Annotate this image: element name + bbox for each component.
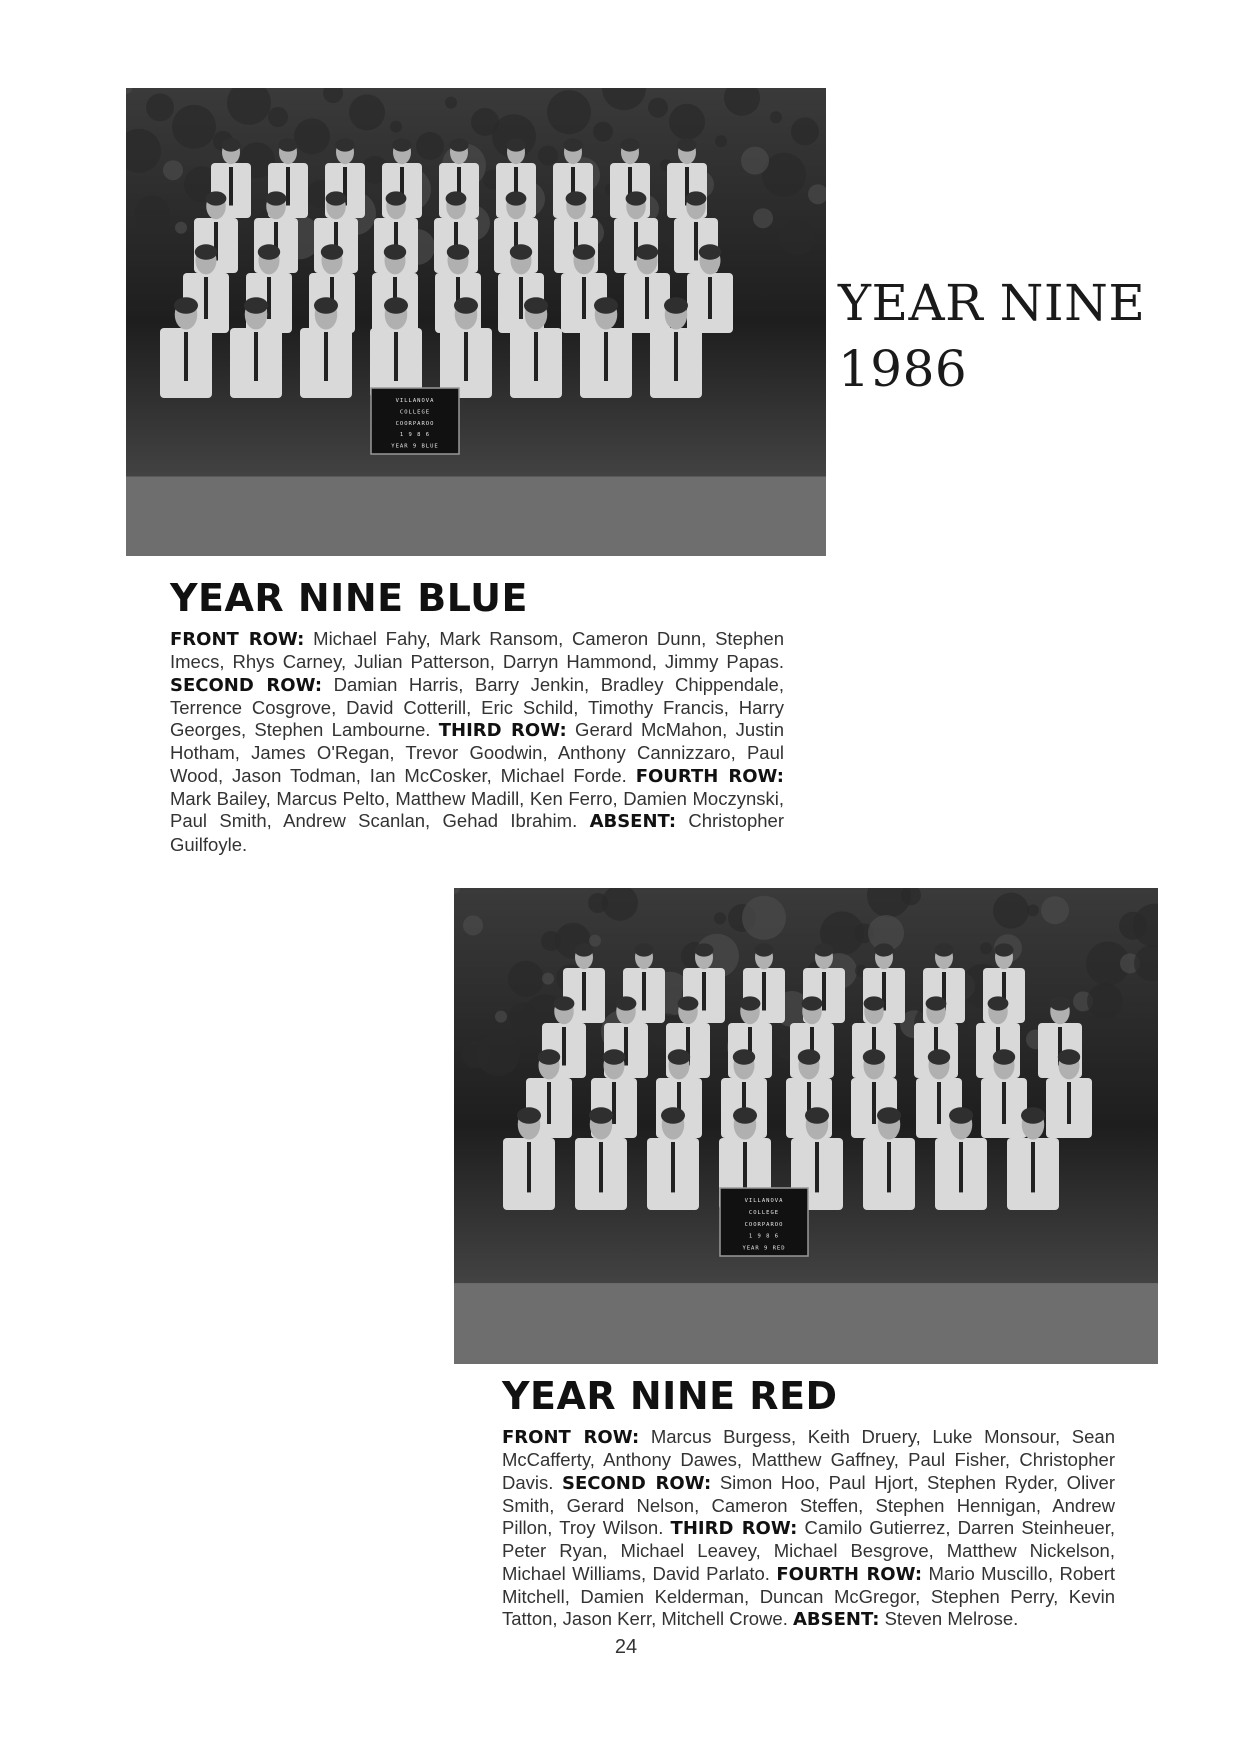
row-names: Mario Muscillo, Robert Mitchell, Damien Kelderman, Duncan McGregor, Stephen Perry, Kevin Tatton, Jason Kerr, Mitchell Crowe. [502,1562,1115,1630]
row-label: ABSENT: [792,1609,880,1631]
photo-sign-line: 1 9 8 6 [399,432,431,439]
row-names: Mark Bailey, Marcus Pelto, Matthew Madill, Ken Ferro, Damien Moczynski, Paul Smith, Andrew Scanlan, Gehad Ibrahim. [170,788,784,832]
row-names: Camilo Gutierrez, Darren Steinheuer, Peter Ryan, Michael Leavey, Michael Besgrove, Matthew Nickelson, Michael Williams, David Parlato. [502,1517,1115,1584]
page-title-line1: YEAR NINE [838,274,1146,332]
photo-sign-line: COORPAROO [744,1221,784,1228]
photo-sign-line: 1 9 8 6 [748,1233,780,1240]
page-number: 24 [614,1636,638,1658]
photo-sign-line: YEAR 9 BLUE [391,443,439,450]
row-names: Michael Fahy, Mark Ransom, Cameron Dunn, Stephen Imecs, Rhys Carney, Julian Patterson, Darryn Hammond, Jimmy Papas. [170,628,784,673]
row-label: THIRD ROW: [670,1518,798,1540]
photo-sign-line: VILLANOVA [395,398,435,404]
photo-sign-line: COORPAROO [395,420,435,427]
row-names: Damian Harris, Barry Jenkin, Bradley Chippendale, Terrence Cosgrove, David Cotterill, Eric Schild, Timothy Francis, Harry Georges, Stephen Lambourne. [170,673,784,741]
heading-year-nine-red: YEAR NINE RED [502,1374,838,1418]
class-photo-blue [126,88,826,556]
names-year-nine-blue [170,628,784,856]
photo-sign-line: YEAR 9 RED [742,1245,786,1252]
row-names: Christopher Guilfoyle. [170,810,784,855]
row-names: Simon Hoo, Paul Hjort, Stephen Ryder, Oliver Smith, Gerard Nelson, Cameron Steffen, Stephen Hennigan, Andrew Pillon, Troy Wilson. [502,1471,1115,1539]
photo-sign-line: VILLANOVA [744,1198,784,1204]
names-year-nine-red [502,1426,1115,1632]
row-label: FRONT ROW: [502,1427,640,1448]
row-label: FRONT ROW: [170,629,305,650]
heading-year-nine-blue: YEAR NINE BLUE [170,576,528,620]
row-label: FOURTH ROW: [635,765,784,787]
photo-sign-line: COLLEGE [748,1209,780,1216]
page-title-year: 1986 [838,340,968,398]
row-label: SECOND ROW: [562,1472,712,1494]
photo-year-nine-red [454,888,1158,1364]
row-label: THIRD ROW: [438,720,567,742]
class-photo-red [454,888,1158,1364]
row-label: ABSENT: [589,811,677,833]
row-label: FOURTH ROW: [776,1563,923,1585]
row-names: Gerard McMahon, Justin Hotham, James O'Regan, Trevor Goodwin, Anthony Cannizzaro, Paul Wood, Jason Todman, Ian McCosker, Michael Forde. [170,719,784,786]
page-title [838,270,1145,402]
row-names: Marcus Burgess, Keith Druery, Luke Monsour, Sean McCafferty, Anthony Dawes, Matthew Gaffney, Paul Fisher, Christopher Davis. [502,1426,1115,1493]
photo-year-nine-blue [126,88,826,556]
row-label: SECOND ROW: [170,674,323,696]
photo-sign-line: COLLEGE [399,409,431,416]
row-names: Steven Melrose. [879,1608,1019,1630]
